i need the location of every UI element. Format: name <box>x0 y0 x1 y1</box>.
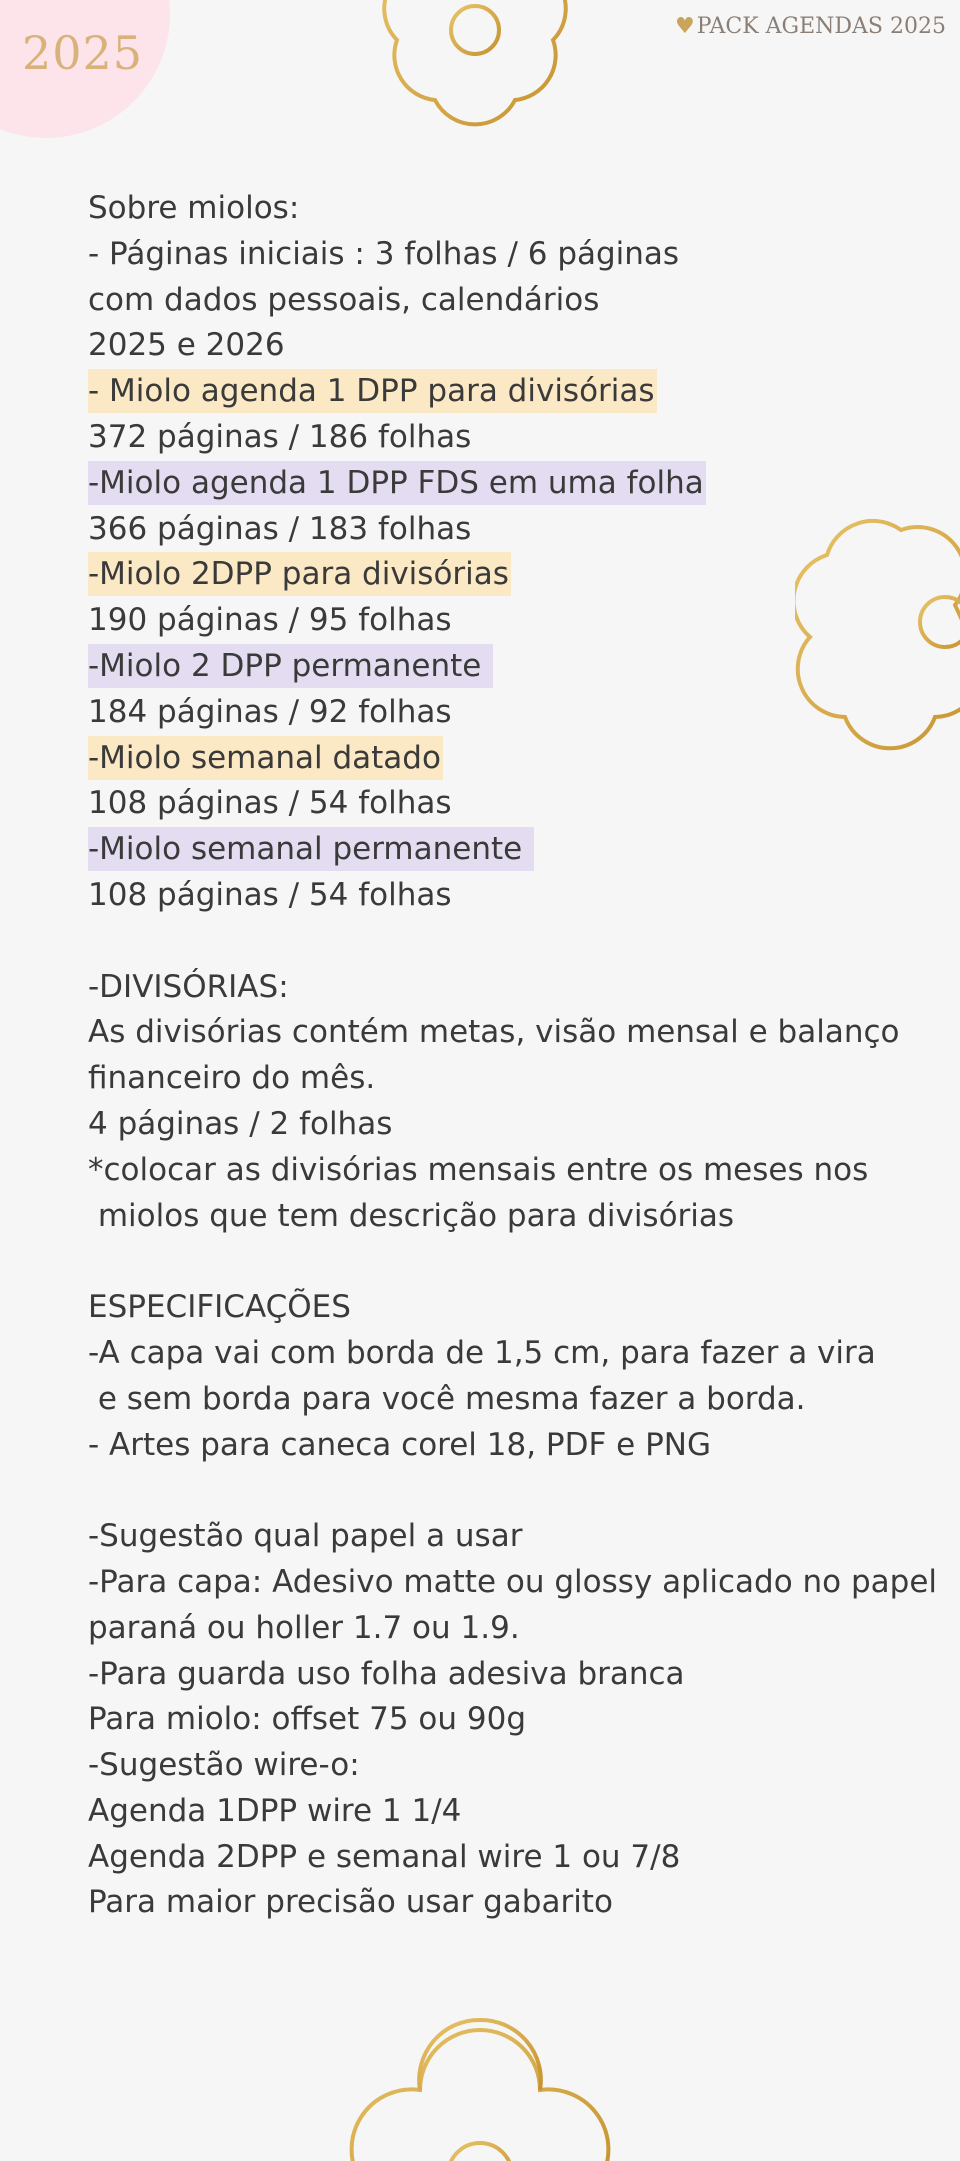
text-line <box>88 1010 938 1056</box>
line-text: -Miolo semanal permanente <box>88 827 534 871</box>
line-text: Para miolo: offset 75 ou 90g <box>88 1701 526 1738</box>
line-text: -Miolo semanal datado <box>88 736 443 780</box>
line-text: -Para capa: Adesivo matte ou glossy aplicado no papel <box>88 1563 938 1600</box>
text-line <box>88 598 938 644</box>
line-text: -Sugestão qual papel a usar <box>88 1518 523 1555</box>
line-text: -Miolo 2 DPP permanente <box>88 644 493 688</box>
line-text: - Páginas iniciais : 3 folhas / 6 páginas <box>88 235 680 272</box>
text-line <box>88 232 938 278</box>
line-text: -A capa vai com borda de 1,5 cm, para fazer a vira <box>88 1334 876 1371</box>
highlighted-line <box>88 644 938 690</box>
blank-line <box>88 1239 938 1285</box>
text-line <box>88 1697 938 1743</box>
line-text: financeiro do mês. <box>88 1060 376 1097</box>
line-text: ESPECIFICAÇÕES <box>88 1289 351 1326</box>
highlighted-line <box>88 461 938 507</box>
text-line <box>88 1514 938 1560</box>
line-text: 372 páginas / 186 folhas <box>88 418 472 455</box>
highlighted-line <box>88 736 938 782</box>
blank-line <box>88 919 938 965</box>
line-text: -Sugestão wire-o: <box>88 1747 360 1784</box>
text-line <box>88 278 938 324</box>
text-line <box>88 1102 938 1148</box>
text-line <box>88 1743 938 1789</box>
text-line <box>88 1560 938 1606</box>
line-text: Sobre miolos: <box>88 190 300 226</box>
line-text: 366 páginas / 183 folhas <box>88 510 472 547</box>
text-line <box>88 507 938 553</box>
flower-top-icon <box>350 0 600 150</box>
text-line <box>88 186 938 232</box>
text-line <box>88 1880 938 1926</box>
text-line <box>88 965 938 1011</box>
year-label: 2025 <box>22 26 144 80</box>
text-line <box>88 323 938 369</box>
text-line <box>88 1331 938 1377</box>
flower-bottom-icon <box>325 2010 635 2161</box>
line-text: - Miolo agenda 1 DPP para divisórias <box>88 369 657 413</box>
highlighted-line <box>88 369 938 415</box>
line-text: e sem borda para você mesma fazer a borda. <box>88 1380 806 1417</box>
text-line <box>88 1056 938 1102</box>
line-text: 4 páginas / 2 folhas <box>88 1105 393 1142</box>
line-text: -DIVISÓRIAS: <box>88 968 289 1005</box>
text-line <box>88 873 938 919</box>
text-line <box>88 781 938 827</box>
text-line <box>88 1194 938 1240</box>
text-line <box>88 1652 938 1698</box>
heart-icon: ♥ <box>674 14 695 39</box>
line-text: -Miolo agenda 1 DPP FDS em uma folha <box>88 461 706 505</box>
line-text: com dados pessoais, calendários <box>88 281 600 318</box>
text-line <box>88 415 938 461</box>
line-text: As divisórias contém metas, visão mensal e balanço <box>88 1014 900 1051</box>
line-text: 108 páginas / 54 folhas <box>88 876 452 913</box>
highlighted-line <box>88 552 938 598</box>
line-text: paraná ou holler 1.7 ou 1.9. <box>88 1609 520 1646</box>
content-text <box>88 186 938 1926</box>
line-text: Agenda 2DPP e semanal wire 1 ou 7/8 <box>88 1838 681 1875</box>
pack-title <box>675 14 946 39</box>
line-text: Para maior precisão usar gabarito <box>88 1884 613 1921</box>
text-line <box>88 1835 938 1881</box>
line-text: - Artes para caneca corel 18, PDF e PNG <box>88 1426 711 1463</box>
line-text: 2025 e 2026 <box>88 327 285 364</box>
line-text: *colocar as divisórias mensais entre os meses nos <box>88 1151 869 1188</box>
text-line <box>88 1377 938 1423</box>
highlighted-line <box>88 827 938 873</box>
pack-title-text: PACK AGENDAS 2025 <box>696 14 946 39</box>
line-text: Agenda 1DPP wire 1 1/4 <box>88 1792 462 1829</box>
line-text: miolos que tem descrição para divisórias <box>88 1197 735 1234</box>
line-text: 190 páginas / 95 folhas <box>88 602 452 639</box>
blank-line <box>88 1468 938 1514</box>
text-line <box>88 1285 938 1331</box>
line-text: -Para guarda uso folha adesiva branca <box>88 1655 685 1692</box>
text-line <box>88 1148 938 1194</box>
line-text: -Miolo 2DPP para divisórias <box>88 552 511 596</box>
text-line <box>88 1423 938 1469</box>
text-line <box>88 1606 938 1652</box>
line-text: 108 páginas / 54 folhas <box>88 785 452 822</box>
text-line <box>88 1789 938 1835</box>
line-text: 184 páginas / 92 folhas <box>88 693 452 730</box>
text-line <box>88 690 938 736</box>
